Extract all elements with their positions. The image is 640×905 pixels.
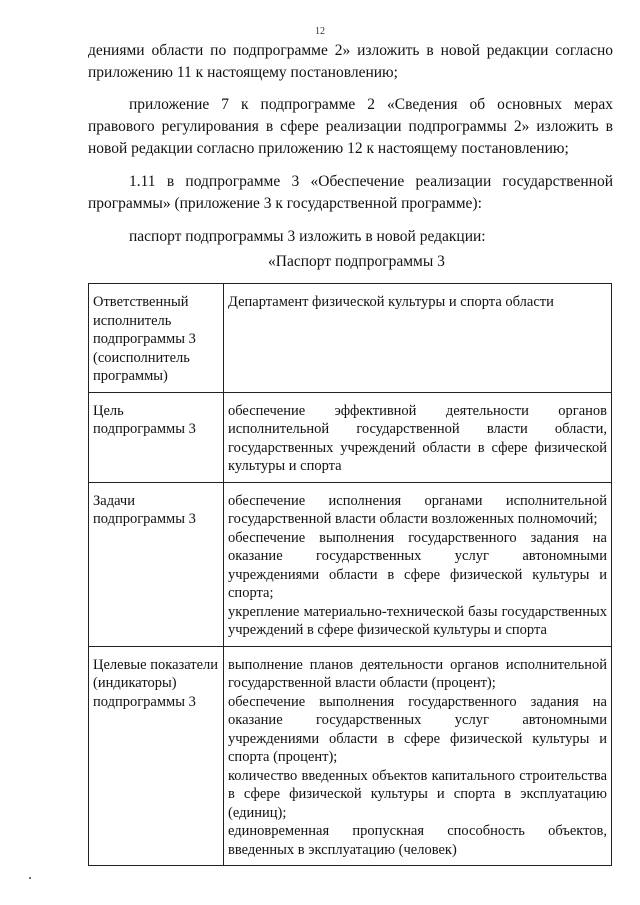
- row-label-cell: [89, 284, 224, 393]
- row-value-cell: [224, 482, 612, 646]
- row-label-cell: [89, 646, 224, 866]
- row-value-item: количество введенных объектов капитального строительства в сфере физической культуры и спорта в эксплуатацию (единиц);: [228, 767, 607, 821]
- row-label: Ответственный исполнитель подпрограммы 3 (соисполнитель программы): [93, 294, 196, 384]
- row-value-item: укрепление материально-технической базы государственных учреждений в сфере физической культуры и спорта: [228, 603, 607, 638]
- paragraph-3: 1.11 в подпрограмме 3 «Обеспечение реализации государственной программы» (приложение 3 к государственной программе):: [88, 173, 613, 212]
- row-value-cell: [224, 392, 612, 482]
- row-value-item: единовременная пропускная способность объектов, введенных в эксплуатацию (человек): [228, 823, 607, 858]
- row-value-item: обеспечение эффективной деятельности органов исполнительной государственной власти области, государственных учреждений области в сфере физической культуры и спорта: [228, 402, 607, 474]
- row-value-item: Департамент физической культуры и спорта области: [228, 294, 554, 310]
- paragraph-2: приложение 7 к подпрограмме 2 «Сведения об основных мерах правового регулирования в сфере реализации подпрограммы 2» изложить в новой редакции согласно приложению 12 к настоящему постановлению;: [88, 96, 613, 157]
- paragraph-1: дениями области по подпрограмме 2» изложить в новой редакции согласно приложению 11 к настоящему постановлению;: [88, 42, 613, 81]
- row-label-cell: [89, 392, 224, 482]
- scan-speck: [29, 877, 31, 879]
- row-value-item: обеспечение выполнения государственного задания на оказание государственных услуг автономными учреждениями области в сфере физической культуры и спорта;: [228, 529, 607, 601]
- table-row: [89, 284, 612, 393]
- row-value-item: обеспечение исполнения органами исполнительной государственной власти области возложенных полномочий;: [228, 492, 607, 527]
- table-row: [89, 646, 612, 866]
- passport-title: «Паспорт подпрограммы 3: [268, 253, 445, 270]
- row-label: Целевые показатели (индикаторы) подпрограммы 3: [93, 656, 219, 710]
- row-value-item: выполнение планов деятельности органов исполнительной государственной власти области (процент);: [228, 656, 607, 691]
- passport-table: [88, 283, 612, 866]
- row-label-cell: [89, 482, 224, 646]
- table-row: [89, 482, 612, 646]
- table-row: [89, 392, 612, 482]
- row-label: Задачи подпрограммы 3: [93, 492, 196, 527]
- row-label: Цель подпрограммы 3: [93, 402, 196, 437]
- page-number: 12: [315, 26, 325, 37]
- row-value-cell: [224, 284, 612, 393]
- row-value-item: обеспечение выполнения государственного задания на оказание государственных услуг автономными учреждениями области в сфере физической культуры и спорта (процент);: [228, 693, 607, 765]
- row-value-cell: [224, 646, 612, 866]
- paragraph-4: паспорт подпрограммы 3 изложить в новой редакции:: [129, 228, 486, 245]
